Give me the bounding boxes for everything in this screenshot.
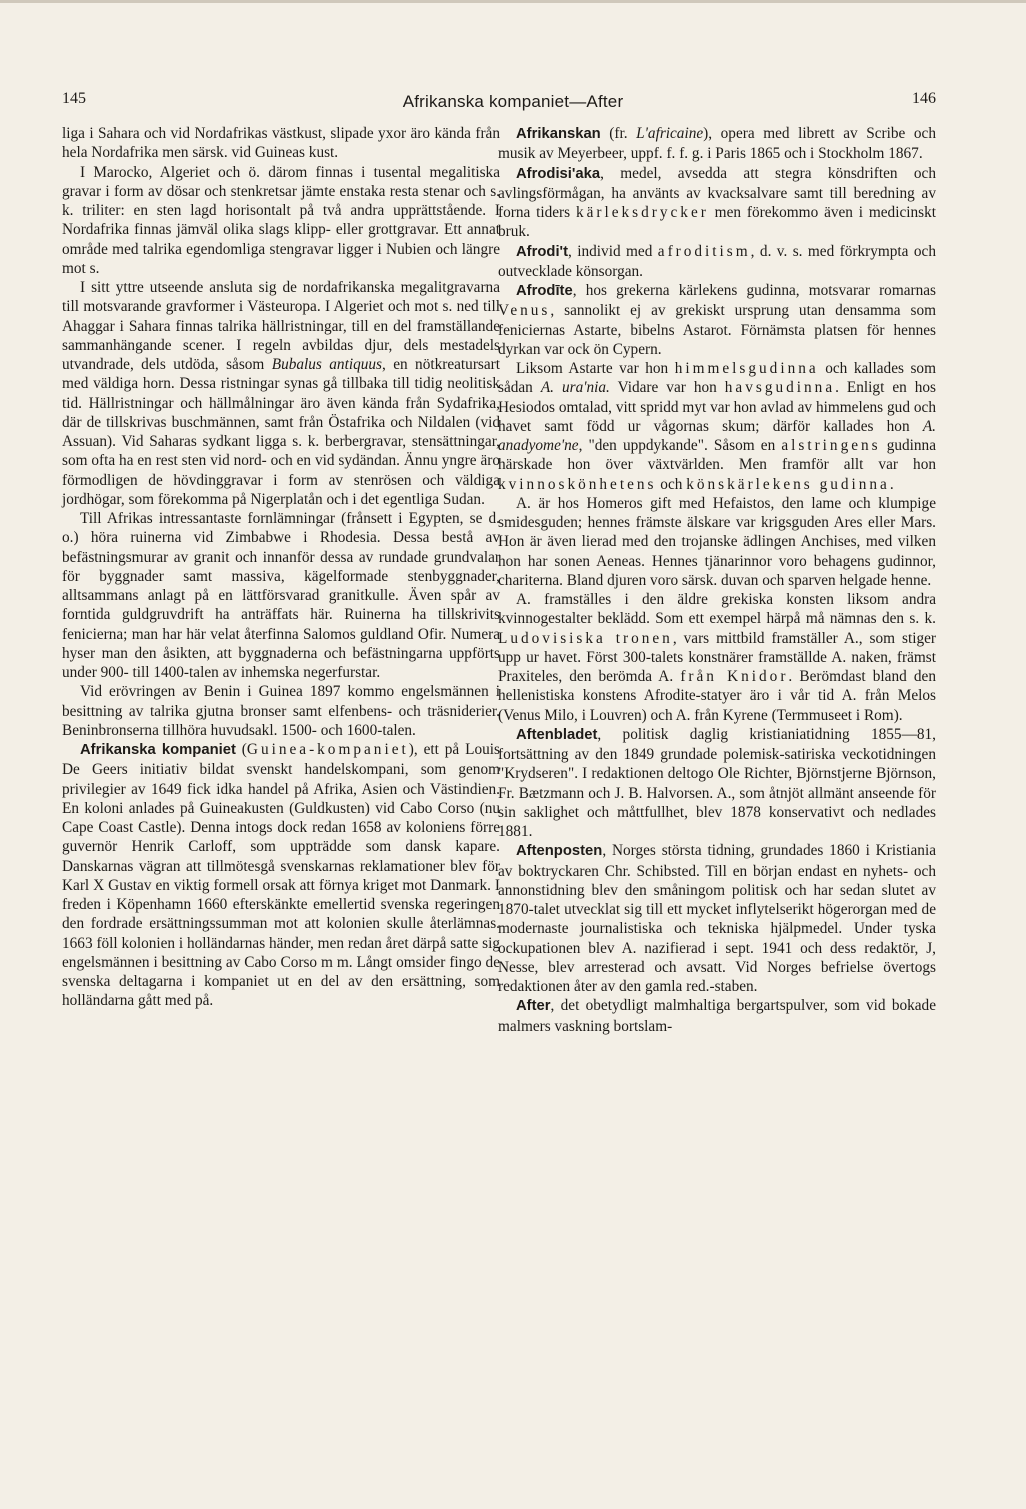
- text: , vars mittbild framställer A., som stiger upp ur havet. Först 300-talets konstnärer framställde A. naken, främst Praxiteles, den berömda A.: [498, 629, 937, 685]
- entry-headword: Afrikanska kompaniet: [80, 742, 236, 758]
- text: och kallades som sådan: [498, 360, 936, 397]
- spaced-term: havsgudinna: [724, 379, 836, 397]
- spaced-term: kärleksdrycker: [575, 204, 709, 221]
- italic-term: A. ura'nia.: [540, 379, 610, 397]
- top-edge-line: [0, 0, 1026, 3]
- text: , individ med: [568, 242, 658, 260]
- page-number-left: 145: [62, 90, 86, 107]
- spaced-term: alstringens: [781, 437, 881, 454]
- spaced-term: Venus: [498, 302, 551, 320]
- entry-headword: Afrikanskan: [516, 126, 601, 142]
- entry-afrikanskan: [498, 124, 936, 164]
- entry-headword: Aftenposten: [516, 843, 603, 860]
- italic-term: Bubalus antiquus: [271, 356, 382, 373]
- spaced-term: Ludovisiska tronen: [498, 629, 673, 647]
- text: gudinna härskade hon över växtvärlden. Men framför allt var hon: [498, 437, 936, 474]
- entry-afrodisiaka: [498, 164, 936, 242]
- paragraph: [498, 590, 936, 725]
- italic-term: L'africaine: [636, 125, 704, 142]
- text: Vidare var hon: [609, 379, 725, 397]
- text: . Enligt en hos Hesiodos omtalad, vitt spridd myt var hon avlad av himmelens gud och havet samt född ur vågornas skum; därför kallades hon: [498, 379, 936, 435]
- entry-headword: After: [516, 998, 551, 1015]
- spaced-term: könskärlekens gudinna: [686, 475, 890, 493]
- entry-headword: Aftenbladet: [516, 726, 598, 743]
- text: men förekommo även i medicinskt bruk.: [498, 204, 936, 241]
- text: , hos grekerna kärlekens gudinna, motsvarar romarnas: [572, 282, 936, 299]
- text: .: [889, 475, 894, 493]
- paragraph: A. är hos Homeros gift med Hefaistos, den lame och klumpige smidesguden; hennes främste älskare var krigsguden Ares eller Mars. Hon är även lierad med den trojanske ädlingen Anchises, med vilken hon har sonen Aeneas. Hennes tjänarinnor voro behagens gudinnor, chariterna. Bland djuren voro särsk. duvan och sparven helgade henne.: [498, 494, 936, 589]
- entry-headword: Afrodi't: [516, 243, 569, 260]
- text: Liksom Astarte var hon: [516, 360, 675, 377]
- paragraph: [498, 359, 936, 494]
- spaced-term: himmelsgudinna: [674, 360, 819, 377]
- paragraph: I Marocko, Algeriet och ö. därom finnas i tusental megalitiska gravar i form av dösar och stenkretsar jämte enstaka resta stenar och s. k. triliter: en sten lagd horisontalt på två andra upprättstående. I Nordafrika finnas jämväl olika slags klipp- eller grottgravar. Ett annat område med talrika egendomliga stengravar ligger i Nubien och längre mot s.: [62, 163, 500, 277]
- running-header: Afrikanska kompaniet—After: [402, 92, 624, 111]
- text: ), opera med librett av Scribe och musik av Meyerbeer, uppf. f. f. g. i Paris 1865 och i Stockholm 1867.: [498, 125, 936, 163]
- entry-afrikanska-kompaniet: [62, 740, 500, 1011]
- text: , en nötkreatursart med väldiga horn. Dessa ristningar synas gå tillbaka till tidig neolitisk tid. Hällristningar och hällmålningar äro även kända från Sydafrika, där de tillskrivas buschmännen, samt från Östafrika och Nildalen (vid Assuan). Vid Saharas sydkant ligga s. k. berbergravar, stensättningar, som ofta ha en rest sten vid nord- och en vid sydändan. Ännu yngre äro förmodligen de hövdinggravar i form av stenrösen och väldiga jordhögar, som förekomma på Nigerplatån och i det egentliga Sudan.: [62, 356, 500, 508]
- right-column: [498, 124, 936, 1036]
- entry-headword: Afrodisi'aka: [516, 165, 601, 182]
- text: (: [235, 741, 247, 758]
- left-column: [62, 124, 500, 1011]
- entry-headword: Afrodīte: [516, 283, 573, 299]
- paragraph: liga i Sahara och vid Nordafrikas västkust, slipade yxor äro kända från hela Nordafrika men särsk. vid Guineas kust.: [62, 125, 500, 162]
- spaced-term: från Knidor: [680, 668, 789, 685]
- text: , medel, avsedda att stegra könsdriften och avlingsförmågan, ha använts av kvacksalvare samt till beredning av forna tiders: [498, 164, 936, 221]
- text: och: [656, 475, 687, 493]
- text: , d. v. s. med förkrympta och outvecklade könsorgan.: [498, 242, 936, 280]
- entry-afrodit: [498, 242, 936, 282]
- paragraph: Till Afrikas intressantaste fornlämningar (frånsett i Egypten, se d. o.) höra ruinerna vid Zimbabwe i Rhodesia. Dessa bestå av befästningsmurar av granit och innanför dessa av rundade grundvalar för byggnader samt massiva, kägelformade stenbyggnader, alltsammans anlagt på en lättförsvarad granitkulle. Även spår av forntida guldgruvdrift ha anträffats här. Ruinerna ha tillskrivits fenicierna; man har här velat återfinna Salomos guldland Ofir. Numera hyser man den åsikten, att byggnaderna och befästningarna uppförts under 900- till 1400-talen av inhemska negerfurstar.: [62, 510, 500, 681]
- entry-after: [498, 996, 936, 1036]
- text: , det obetydligt malmhaltiga bergartspulver, som vid bokade malmers vaskning bortslam-: [498, 997, 936, 1035]
- text: A. framställes i den äldre grekiska konsten liksom andra kvinnogestalter beklädd. Som ett exempel härpå må nämnas den s. k.: [498, 591, 936, 628]
- paragraph: Vid erövringen av Benin i Guinea 1897 kommo engelsmännen i besittning av talrika gjutna bronser samt elfenbens- och träsniderier. Beninbronserna tillhöra huvudsakl. 1500- och 1600-talen.: [62, 683, 500, 739]
- text: ), ett på Louis De Geers initiativ bildat svenskt handelskompani, som genom privilegier av 1649 fick idka handel på Afrika, Asien och Västindien. En koloni anlades på Guineakusten (Guldkusten) vid Cabo Corso (nu Cape Coast Castle). Denna intogs dock redan 1658 av koloniens förre guvernör Henrik Carloff, som uppträdde som dansk kapare. Danskarnas vägran att tillmötesgå svenskarnas reklamationer blev för Karl X Gustav en viktig formell orsak att förnya kriget mot Danmark. I freden i Köpenhamn 1660 efterskänkte emellertid svenska regeringen den fordrade ersättningssumman mot att kolonien skulle återlämnas. 1663 föll kolonien i holländarnas händer, men redan året därpå satte sig engelsmännen i besittning av Cabo Corso m m. Långt omsider fingo de svenska deltagarna i kompaniet ut en del av den ersättning, som holländarna gått med på.: [62, 741, 500, 1010]
- text: (fr.: [600, 125, 637, 142]
- entry-aftenbladet: [498, 725, 936, 842]
- entry-aftenposten: [498, 841, 936, 996]
- text: . Berömdast bland den hellenistiska konstens Afrodite-statyer äro i vår tid A. från Melos (Venus Milo, i Louvren) och A. från Kyrene (Termmuseet i Rom).: [498, 668, 936, 724]
- spaced-term: kvinnoskönhetens: [498, 475, 657, 493]
- text: I sitt yttre utseende ansluta sig de nordafrikanska megalitgravarna till motsvarande gravformer i Västeuropa. I Algeriet och mot s. ned till Ahaggar i Sahara finnas talrika hällristningar, till en del framställande sammanhängande scener. I regeln avbildas djur, dels mestadels utvandrade, dels utdöda, såsom: [62, 279, 500, 373]
- spaced-term: Guinea-kompaniet: [246, 741, 409, 758]
- text: , sannolikt ej av grekiskt ursprung utan densamma som feniciernas Astarte, bibelns Astarot. Förnämsta platsen för hennes dyrkan var ock ön Cypern.: [498, 302, 936, 358]
- entry-afrodite: [498, 281, 936, 359]
- italic-term: A. anadyome'ne: [498, 417, 936, 454]
- text: , politisk daglig kristianiatidning 1855—81, fortsättning av den 1849 grundade polemisk-satiriska veckotidningen "Krydseren". I redaktionen deltogo Ole Richter, Björnstjerne Björnson, Fr. Bætzmann och J. B. Halvorsen. A., som åtnjöt allmänt anseende för sin saklighet och måttfullhet, blev 1878 konservativt och nedlades 1881.: [498, 725, 936, 840]
- text: , Norges största tidning, grundades 1860 i Kristiania av boktryckaren Chr. Schibsted. Till en början endast en nyhets- och annonstidning blev den småningom politisk och har sedan slutet av 1870-talet utvecklat sig till ett mycket inflytelserikt högerorgan med de modernaste journalistiska och tekniska hjälpmedel. Under tyska ockupationen blev A. nazifierad i sept. 1941 och dess redaktör, J, Nesse, blev arresterad och avsatt. Vid Norges befrielse övertogs redaktionen åter av den gamla red.-staben.: [498, 842, 936, 995]
- spaced-term: afroditism: [657, 242, 751, 260]
- text: , "den uppdykande". Såsom en: [578, 437, 782, 454]
- page-number-right: 146: [912, 90, 936, 107]
- paragraph: [62, 278, 500, 509]
